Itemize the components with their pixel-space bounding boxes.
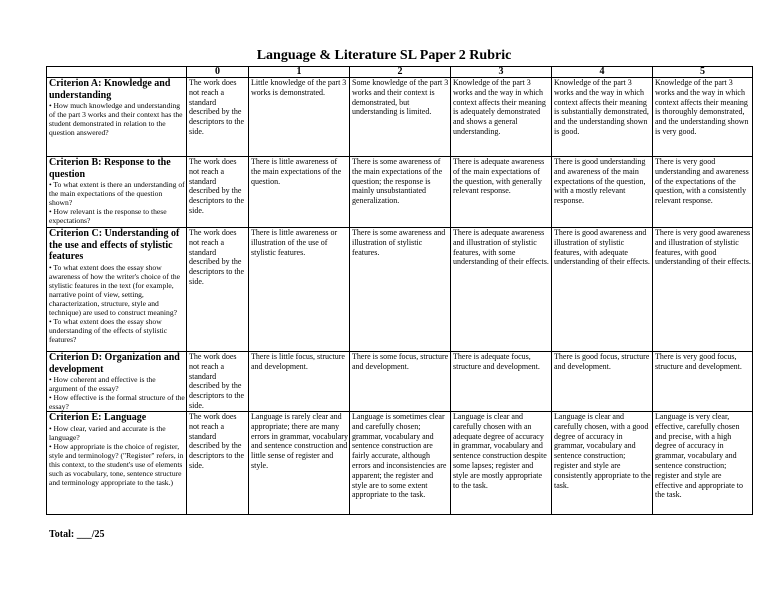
header-blank bbox=[47, 67, 187, 78]
descriptor-cell: Language is very clear, effective, carefully chosen and precise, with a high degree of accuracy in grammar, vocabulary and sentence construction; register and style are effective and appropriate to the task. bbox=[653, 412, 753, 515]
descriptor-cell: There is adequate focus, structure and development. bbox=[451, 352, 552, 412]
descriptor-cell: Little knowledge of the part 3 works is demonstrated. bbox=[249, 78, 350, 157]
criterion-row-a bbox=[47, 78, 753, 157]
header-row bbox=[47, 67, 753, 78]
score-header: 3 bbox=[451, 67, 552, 78]
descriptor-cell: The work does not reach a standard described by the descriptors to the side. bbox=[187, 78, 249, 157]
descriptor-cell: Some knowledge of the part 3 works and their context is demonstrated, but understanding is limited. bbox=[350, 78, 451, 157]
criterion-question: • How clear, varied and accurate is the language? bbox=[49, 423, 166, 442]
descriptor-cell: There is adequate awareness of the main expectations of the question, with generally relevant response. bbox=[451, 157, 552, 228]
descriptor-cell: The work does not reach a standard described by the descriptors to the side. bbox=[187, 352, 249, 412]
criterion-question: • How much knowledge and understanding of the part 3 works and their context has the student demonstrated in relation to the question answered? bbox=[49, 101, 183, 137]
descriptor-cell: There is very good awareness and illustration of stylistic features, with good understanding of their effects. bbox=[653, 228, 753, 352]
descriptor-cell: The work does not reach a standard described by the descriptors to the side. bbox=[187, 157, 249, 228]
score-header: 2 bbox=[350, 67, 451, 78]
criterion-question: • To what extent does the essay show understanding of the effects of stylistic features? bbox=[49, 316, 168, 344]
descriptor-cell: There is some focus, structure and development. bbox=[350, 352, 451, 412]
score-header: 1 bbox=[249, 67, 350, 78]
descriptor-cell: There is adequate awareness and illustration of stylistic features, with some understanding of their effects. bbox=[451, 228, 552, 352]
criterion-question: • How relevant is the response to these expectations? bbox=[49, 207, 167, 225]
descriptor-cell: There is good awareness and illustration of stylistic features, with adequate understanding of their effects. bbox=[552, 228, 653, 352]
criterion-question: • How coherent and effective is the argument of the essay? bbox=[49, 375, 156, 393]
criterion-title: Criterion D: Organization and development bbox=[49, 352, 180, 375]
criterion-row-e bbox=[47, 412, 753, 515]
page-title: Language & Literature SL Paper 2 Rubric bbox=[256, 48, 512, 63]
score-header: 4 bbox=[552, 67, 653, 78]
criterion-cell bbox=[47, 78, 187, 157]
criterion-question: • To what extent does the essay show awareness of how the writer's choice of the stylistic features in the text (for example, narrative point of view, setting, characterization, structure, style and technique) are used to construct meaning? bbox=[49, 262, 181, 317]
descriptor-cell: The work does not reach a standard described by the descriptors to the side. bbox=[187, 228, 249, 352]
criterion-question: • To what extent is there an understanding of the main expectations of the question shown? bbox=[49, 180, 185, 207]
descriptor-cell: There is good understanding and awareness of the main expectations of the question, with a mostly relevant response. bbox=[552, 157, 653, 228]
descriptor-cell: The work does not reach a standard described by the descriptors to the side. bbox=[187, 412, 249, 515]
descriptor-cell: Knowledge of the part 3 works and the way in which context affects their meaning is substantially demonstrated, and the understanding shown is good. bbox=[552, 78, 653, 157]
criterion-title: Criterion E: Language bbox=[49, 412, 147, 423]
criterion-row-c bbox=[47, 228, 753, 352]
rubric-table bbox=[46, 66, 753, 515]
criterion-question: • How appropriate is the choice of register, style and terminology? ("Register" refers, in this context, to the student's use of elements such as vocabulary, tone, sentence structure and terminology appropriate to the task.) bbox=[49, 441, 184, 487]
criterion-question: • How effective is the formal structure of the essay? bbox=[49, 393, 185, 411]
descriptor-cell: There is little awareness or illustration of the use of stylistic features. bbox=[249, 228, 350, 352]
descriptor-cell: Language is clear and carefully chosen, with a good degree of accuracy in grammar, vocabulary and sentence construction; register and style are consistently appropriate to the task. bbox=[552, 412, 653, 515]
descriptor-cell: Language is clear and carefully chosen with an adequate degree of accuracy in grammar, vocabulary and sentence construction despite some lapses; register and style are mostly appropriate to the task. bbox=[451, 412, 552, 515]
criterion-title: Criterion C: Understanding of the use and effects of stylistic features bbox=[49, 228, 180, 262]
criterion-cell bbox=[47, 157, 187, 228]
descriptor-cell: Language is rarely clear and appropriate; there are many errors in grammar, vocabulary and sentence construction and little sense of register and style. bbox=[249, 412, 350, 515]
criterion-row-d bbox=[47, 352, 753, 412]
descriptor-cell: Language is sometimes clear and carefully chosen; grammar, vocabulary and sentence construction are fairly accurate, although errors and inconsistencies are apparent; the register and style are to some extent appropriate to the task. bbox=[350, 412, 451, 515]
criterion-title: Criterion B: Response to the question bbox=[49, 157, 171, 180]
criterion-cell bbox=[47, 352, 187, 412]
descriptor-cell: There is some awareness and illustration of stylistic features. bbox=[350, 228, 451, 352]
criterion-cell bbox=[47, 228, 187, 352]
descriptor-cell: There is little awareness of the main expectations of the question. bbox=[249, 157, 350, 228]
total-score-field: Total: ___/25 bbox=[49, 529, 105, 540]
descriptor-cell: There is little focus, structure and development. bbox=[249, 352, 350, 412]
descriptor-cell: Knowledge of the part 3 works and the way in which context affects their meaning is thoroughly demonstrated, and the understanding shown is very good. bbox=[653, 78, 753, 157]
descriptor-cell: There is very good focus, structure and development. bbox=[653, 352, 753, 412]
criterion-row-b bbox=[47, 157, 753, 228]
descriptor-cell: There is very good understanding and awareness of the expectations of the question, with a consistently relevant response. bbox=[653, 157, 753, 228]
descriptor-cell: There is good focus, structure and development. bbox=[552, 352, 653, 412]
criterion-cell bbox=[47, 412, 187, 515]
descriptor-cell: Knowledge of the part 3 works and the way in which context affects their meaning is adequately demonstrated and shows a general understanding. bbox=[451, 78, 552, 157]
descriptor-cell: There is some awareness of the main expectations of the question; the response is mainly unsubstantiated generalization. bbox=[350, 157, 451, 228]
score-header: 0 bbox=[187, 67, 249, 78]
score-header: 5 bbox=[653, 67, 753, 78]
criterion-title: Criterion A: Knowledge and understanding bbox=[49, 78, 171, 101]
